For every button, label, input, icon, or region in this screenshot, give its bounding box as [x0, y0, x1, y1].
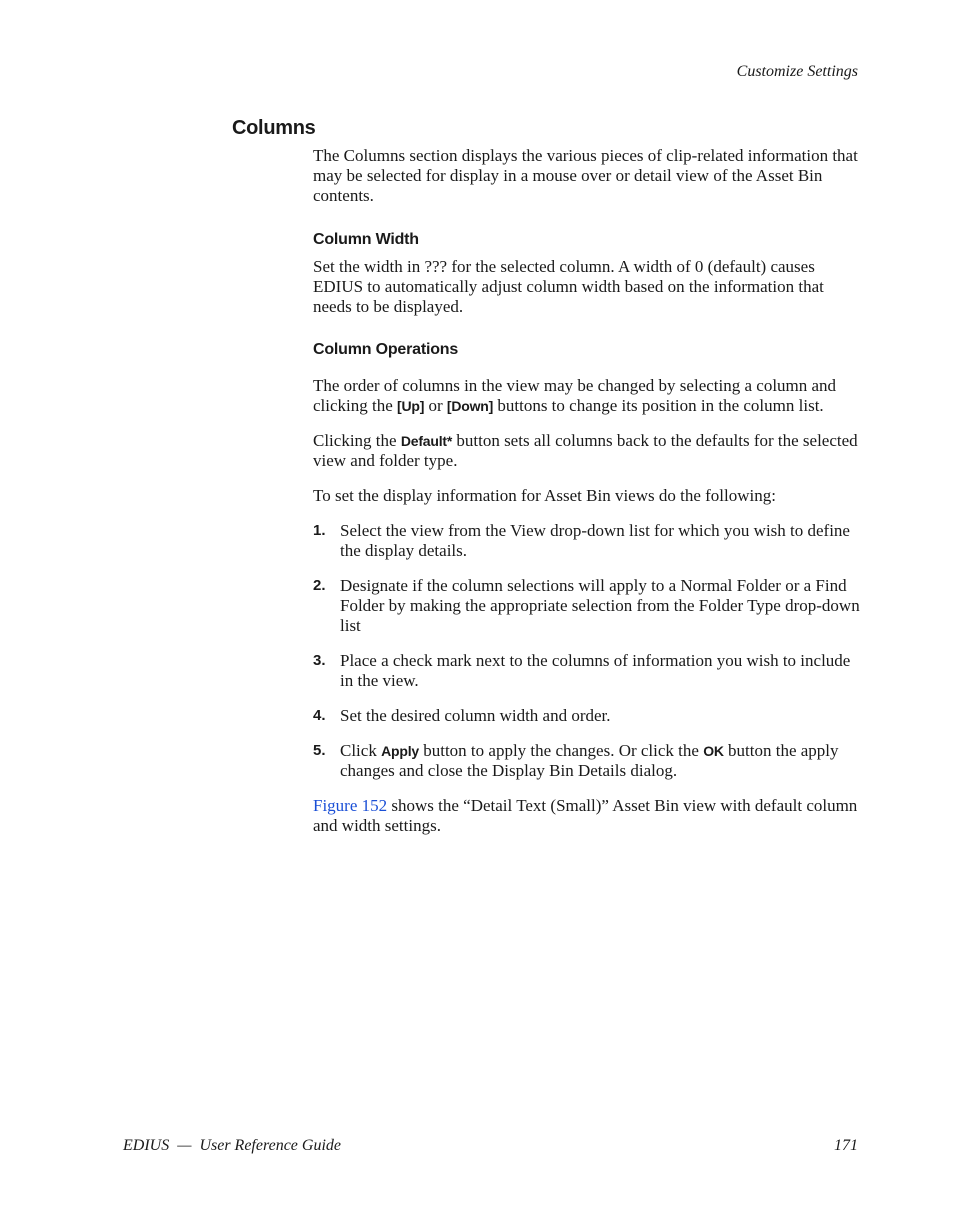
running-head: Customize Settings	[736, 63, 858, 80]
apply-button-label: Apply	[381, 743, 419, 759]
text-segment: The order of columns in the view may be changed by selecting a column and clicking the	[313, 376, 837, 415]
text-segment: shows the “Detail Text (Small)” Asset Bin view with default column and width settings.	[313, 796, 858, 835]
content-body	[313, 146, 861, 836]
step-3	[313, 651, 861, 691]
default-paragraph	[313, 431, 861, 471]
ok-button-label: OK	[703, 743, 724, 759]
step-text: Select the view from the View drop-down list for which you wish to define the display details.	[340, 521, 850, 560]
step-number: 1.	[313, 522, 326, 539]
column-operations-heading: Column Operations	[313, 341, 459, 358]
footer-title: EDIUS — User Reference Guide	[123, 1137, 342, 1154]
step-number: 2.	[313, 577, 326, 594]
column-width-paragraph: Set the width in ??? for the selected column. A width of 0 (default) causes EDIUS to automatically adjust column width based on the information that needs to be displayed.	[313, 257, 824, 316]
text-segment: button sets all columns back to the defaults for the selected view and folder type.	[313, 431, 858, 470]
text-segment: Clicking the	[313, 431, 401, 450]
section-title: Columns	[232, 117, 316, 139]
column-width-heading: Column Width	[313, 231, 419, 248]
step-text: Place a check mark next to the columns of information you wish to include in the view.	[340, 651, 851, 690]
up-button-label: [Up]	[397, 398, 425, 414]
step-2	[313, 576, 861, 636]
procedure-intro: To set the display information for Asset Bin views do the following:	[313, 486, 776, 505]
figure-reference-paragraph	[313, 796, 861, 836]
text-segment: button to apply the changes. Or click the	[418, 741, 704, 760]
down-button-label: [Down]	[446, 398, 494, 414]
text-segment: Click	[340, 741, 382, 760]
page-number: 171	[834, 1137, 858, 1154]
default-button-label: Default*	[400, 433, 453, 449]
text-segment: button the apply changes and close the Display Bin Details dialog.	[340, 741, 839, 780]
step-4	[313, 706, 861, 726]
text-segment: buttons to change its position in the column list.	[493, 396, 824, 415]
step-text	[340, 741, 861, 781]
step-5	[313, 741, 861, 781]
step-number: 4.	[313, 707, 326, 724]
column-order-paragraph	[313, 376, 861, 416]
step-number: 5.	[313, 742, 326, 759]
step-1	[313, 521, 861, 561]
text-segment: or	[424, 396, 447, 415]
intro-paragraph: The Columns section displays the various pieces of clip-related information that may be selected for display in a mouse over or detail view of the Asset Bin contents.	[313, 146, 858, 205]
step-number: 3.	[313, 652, 326, 669]
step-text: Designate if the column selections will apply to a Normal Folder or a Find Folder by making the appropriate selection from the Folder Type drop-down list	[340, 576, 860, 635]
step-text: Set the desired column width and order.	[340, 706, 611, 725]
figure-152-link[interactable]: Figure 152	[313, 796, 388, 815]
